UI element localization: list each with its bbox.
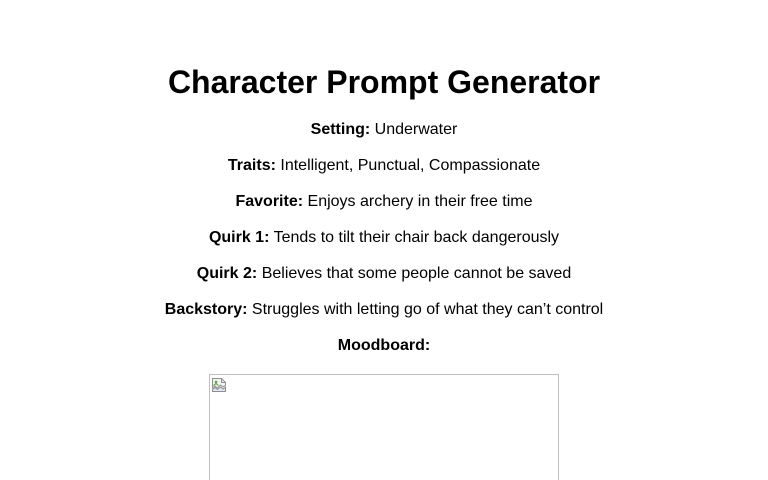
setting-label: Setting: — [310, 121, 371, 138]
favorite-value: Enjoys archery in their free time — [307, 193, 533, 210]
setting-field — [0, 120, 768, 140]
backstory-field — [0, 300, 768, 320]
favorite-label: Favorite: — [235, 193, 304, 210]
quirk-1-value: Tends to tilt their chair back dangerously — [273, 229, 560, 246]
quirk-1-label: Quirk 1: — [208, 229, 270, 246]
quirk-1-field — [0, 228, 768, 248]
moodboard-field — [0, 336, 768, 356]
moodboard-label: Moodboard: — [337, 337, 431, 354]
quirk-2-label: Quirk 2: — [196, 265, 258, 282]
backstory-label: Backstory: — [164, 301, 248, 318]
traits-field — [0, 156, 768, 176]
traits-label: Traits: — [227, 157, 276, 174]
moodboard-image — [209, 374, 559, 480]
traits-value: Intelligent, Punctual, Compassionate — [280, 157, 541, 174]
favorite-field — [0, 192, 768, 212]
setting-value: Underwater — [374, 121, 458, 138]
backstory-value: Struggles with letting go of what they can’t control — [251, 301, 604, 318]
broken-image-icon — [211, 377, 227, 393]
quirk-2-value: Believes that some people cannot be saved — [261, 265, 572, 282]
page-title: Character Prompt Generator — [167, 64, 601, 100]
quirk-2-field — [0, 264, 768, 284]
